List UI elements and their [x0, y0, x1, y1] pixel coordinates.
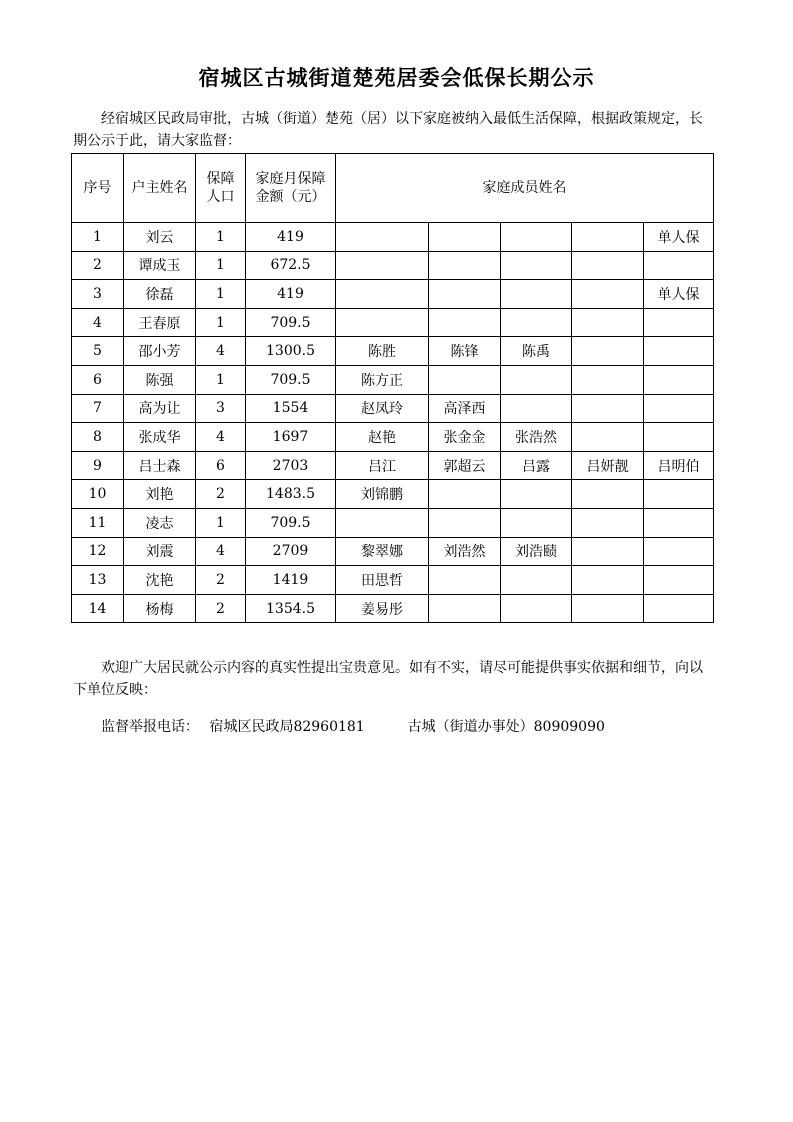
row-people: 4 — [196, 423, 246, 452]
row-householder: 沈艳 — [124, 566, 196, 595]
header-amount: 家庭月保障金额（元） — [246, 154, 336, 223]
row-amount: 2703 — [246, 451, 336, 480]
row-member-2: 陈锋 — [429, 337, 501, 366]
row-householder: 刘震 — [124, 537, 196, 566]
table-row — [72, 594, 714, 623]
row-householder: 谭成玉 — [124, 251, 196, 280]
row-seq: 6 — [72, 365, 124, 394]
contact-line — [101, 716, 605, 736]
row-member-2 — [429, 566, 501, 595]
row-people: 2 — [196, 566, 246, 595]
row-householder: 杨梅 — [124, 594, 196, 623]
row-amount: 1419 — [246, 566, 336, 595]
row-member-4 — [572, 566, 644, 595]
row-householder: 张成华 — [124, 423, 196, 452]
closing-paragraph: 欢迎广大居民就公示内容的真实性提出宝贵意见。如有不实，请尽可能提供事实依据和细节，向以下单位反映： — [73, 660, 703, 698]
row-member-1: 赵凤玲 — [336, 394, 429, 423]
row-member-2 — [429, 223, 501, 252]
row-member-3: 刘浩赜 — [501, 537, 572, 566]
page-title: 宿城区古城街道楚苑居委会低保长期公示 — [198, 65, 595, 90]
row-member-2 — [429, 251, 501, 280]
row-member-2: 刘浩然 — [429, 537, 501, 566]
row-people: 3 — [196, 394, 246, 423]
row-member-3 — [501, 566, 572, 595]
row-member-1: 黎翠娜 — [336, 537, 429, 566]
row-member-3 — [501, 223, 572, 252]
row-seq: 10 — [72, 480, 124, 509]
row-seq: 8 — [72, 423, 124, 452]
row-amount: 709.5 — [246, 508, 336, 537]
table-row — [72, 508, 714, 537]
row-member-3: 吕露 — [501, 451, 572, 480]
row-people: 4 — [196, 537, 246, 566]
table-row — [72, 480, 714, 509]
row-member-5 — [644, 480, 714, 509]
row-seq: 12 — [72, 537, 124, 566]
row-people: 6 — [196, 451, 246, 480]
row-member-3: 陈禹 — [501, 337, 572, 366]
row-member-2 — [429, 365, 501, 394]
row-member-4 — [572, 308, 644, 337]
contact-street: 古城（街道办事处）80909090 — [407, 719, 605, 735]
row-householder: 邵小芳 — [124, 337, 196, 366]
row-member-3 — [501, 594, 572, 623]
row-householder: 凌志 — [124, 508, 196, 537]
row-member-4 — [572, 337, 644, 366]
contact-label: 监督举报电话： — [101, 719, 199, 735]
row-seq: 4 — [72, 308, 124, 337]
row-member-4: 吕妍靓 — [572, 451, 644, 480]
row-amount: 2709 — [246, 537, 336, 566]
row-amount: 1554 — [246, 394, 336, 423]
table-row — [72, 537, 714, 566]
row-seq: 14 — [72, 594, 124, 623]
row-seq: 7 — [72, 394, 124, 423]
row-member-2: 高泽西 — [429, 394, 501, 423]
row-member-4 — [572, 394, 644, 423]
row-member-2 — [429, 280, 501, 309]
row-member-4 — [572, 423, 644, 452]
row-member-1 — [336, 251, 429, 280]
row-member-1 — [336, 508, 429, 537]
table-row — [72, 451, 714, 480]
row-member-1 — [336, 223, 429, 252]
row-member-1: 陈胜 — [336, 337, 429, 366]
row-member-3 — [501, 280, 572, 309]
row-amount: 672.5 — [246, 251, 336, 280]
row-member-1: 姜易彤 — [336, 594, 429, 623]
row-member-3 — [501, 308, 572, 337]
row-member-5 — [644, 394, 714, 423]
table-row — [72, 423, 714, 452]
row-member-5: 单人保 — [644, 223, 714, 252]
row-member-5 — [644, 508, 714, 537]
table-row — [72, 394, 714, 423]
row-amount: 419 — [246, 223, 336, 252]
row-seq: 9 — [72, 451, 124, 480]
row-people: 1 — [196, 223, 246, 252]
row-member-4 — [572, 280, 644, 309]
row-member-5 — [644, 251, 714, 280]
row-people: 1 — [196, 508, 246, 537]
row-amount: 709.5 — [246, 308, 336, 337]
row-member-1: 陈方正 — [336, 365, 429, 394]
row-householder: 徐磊 — [124, 280, 196, 309]
header-seq: 序号 — [72, 154, 124, 223]
contact-district: 宿城区民政局82960181 — [209, 719, 365, 735]
row-member-1: 田思哲 — [336, 566, 429, 595]
row-householder: 刘云 — [124, 223, 196, 252]
row-amount: 1483.5 — [246, 480, 336, 509]
row-amount: 419 — [246, 280, 336, 309]
row-householder: 刘艳 — [124, 480, 196, 509]
welfare-table — [71, 153, 714, 623]
row-member-1 — [336, 280, 429, 309]
row-amount: 1300.5 — [246, 337, 336, 366]
row-member-5: 吕明伯 — [644, 451, 714, 480]
row-member-5 — [644, 365, 714, 394]
row-householder: 吕士森 — [124, 451, 196, 480]
row-amount: 1354.5 — [246, 594, 336, 623]
table-row — [72, 337, 714, 366]
row-member-2 — [429, 508, 501, 537]
table-row — [72, 566, 714, 595]
row-people: 4 — [196, 337, 246, 366]
row-seq: 11 — [72, 508, 124, 537]
row-member-3: 张浩然 — [501, 423, 572, 452]
row-householder: 王春原 — [124, 308, 196, 337]
row-seq: 13 — [72, 566, 124, 595]
row-member-2 — [429, 308, 501, 337]
row-householder: 高为让 — [124, 394, 196, 423]
table-row — [72, 308, 714, 337]
row-member-4 — [572, 251, 644, 280]
row-people: 1 — [196, 365, 246, 394]
row-people: 1 — [196, 280, 246, 309]
row-member-2: 郭超云 — [429, 451, 501, 480]
header-people: 保障人口 — [196, 154, 246, 223]
table-row — [72, 280, 714, 309]
row-member-1: 刘锦鹏 — [336, 480, 429, 509]
row-member-3 — [501, 480, 572, 509]
row-member-5 — [644, 537, 714, 566]
row-member-1: 赵艳 — [336, 423, 429, 452]
row-member-5: 单人保 — [644, 280, 714, 309]
row-member-4 — [572, 537, 644, 566]
table-row — [72, 251, 714, 280]
row-householder: 陈强 — [124, 365, 196, 394]
table-row — [72, 365, 714, 394]
row-seq: 1 — [72, 223, 124, 252]
row-member-3 — [501, 251, 572, 280]
row-member-5 — [644, 337, 714, 366]
row-member-5 — [644, 308, 714, 337]
row-member-1 — [336, 308, 429, 337]
row-amount: 709.5 — [246, 365, 336, 394]
row-amount: 1697 — [246, 423, 336, 452]
row-people: 2 — [196, 480, 246, 509]
row-member-3 — [501, 508, 572, 537]
row-member-4 — [572, 594, 644, 623]
row-member-2 — [429, 594, 501, 623]
row-member-5 — [644, 423, 714, 452]
row-member-4 — [572, 365, 644, 394]
row-people: 1 — [196, 251, 246, 280]
table-row — [72, 223, 714, 252]
intro-paragraph: 经宿城区民政局审批，古城（街道）楚苑（居）以下家庭被纳入最低生活保障，根据政策规定，长期公示于此，请大家监督： — [73, 111, 703, 149]
header-householder: 户主姓名 — [124, 154, 196, 223]
row-people: 1 — [196, 308, 246, 337]
row-member-2 — [429, 480, 501, 509]
row-member-2: 张金金 — [429, 423, 501, 452]
row-member-5 — [644, 594, 714, 623]
row-member-1: 吕江 — [336, 451, 429, 480]
table-body — [72, 223, 714, 623]
header-members: 家庭成员姓名 — [336, 154, 714, 223]
row-seq: 2 — [72, 251, 124, 280]
row-member-3 — [501, 394, 572, 423]
row-member-4 — [572, 480, 644, 509]
row-people: 2 — [196, 594, 246, 623]
row-member-4 — [572, 508, 644, 537]
row-seq: 3 — [72, 280, 124, 309]
row-member-5 — [644, 566, 714, 595]
row-member-4 — [572, 223, 644, 252]
row-seq: 5 — [72, 337, 124, 366]
table-header-row — [72, 154, 714, 223]
row-member-3 — [501, 365, 572, 394]
